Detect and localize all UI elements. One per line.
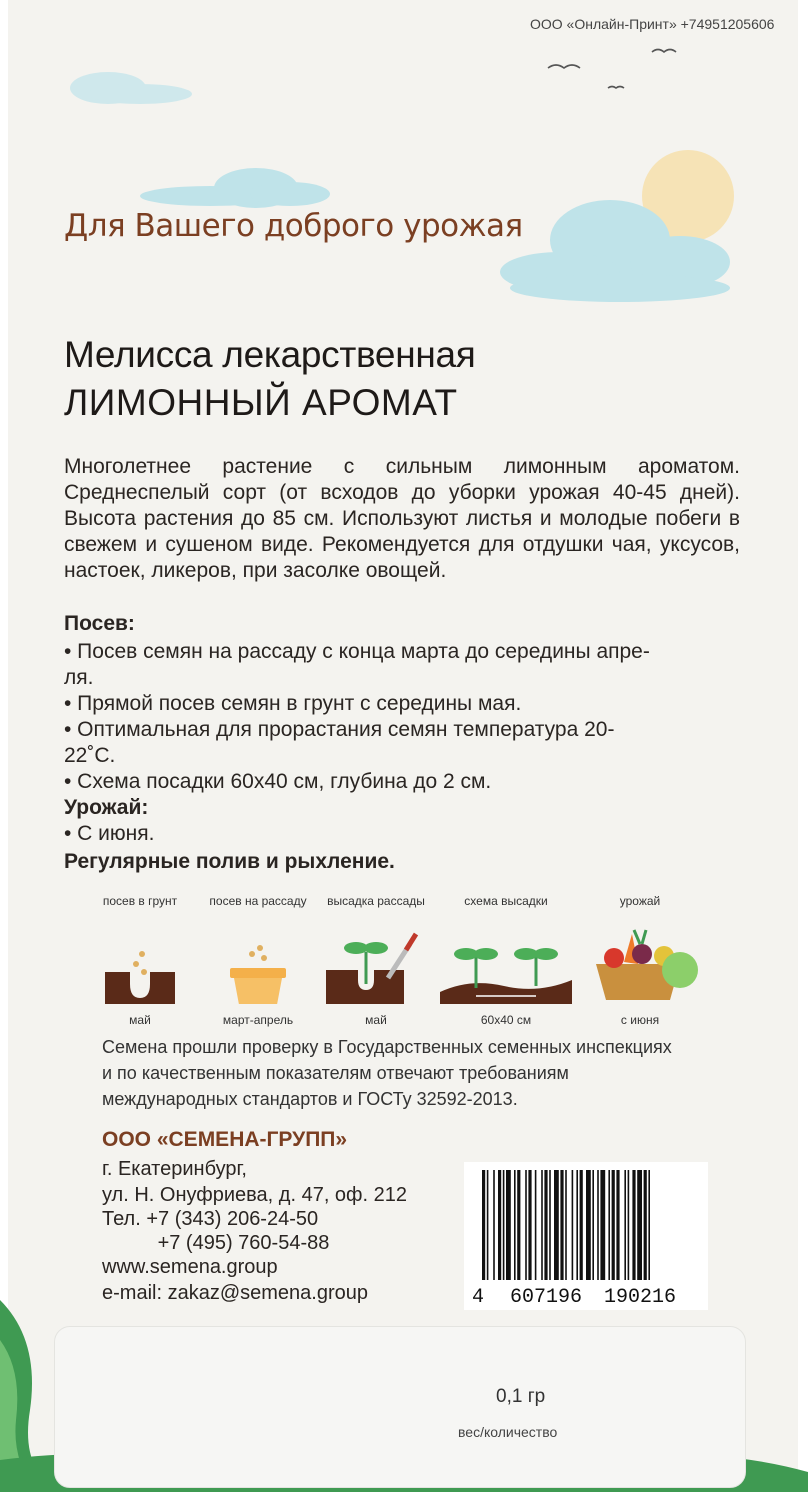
- barcode: [464, 1162, 708, 1310]
- email: e-mail: zakaz@semena.group: [102, 1282, 368, 1304]
- barcode-bar: [576, 1170, 578, 1280]
- barcode-bar: [628, 1170, 630, 1280]
- barcode-bar: [572, 1170, 574, 1280]
- icon-caption: схема высадки: [464, 894, 548, 908]
- cloud-icon: [140, 168, 330, 208]
- sowing-item: ля.: [64, 666, 94, 689]
- barcode-bar: [514, 1170, 516, 1280]
- sky-illustration: [0, 0, 808, 320]
- seedling-planting-icon: [316, 914, 436, 1004]
- slogan: Для Вашего доброго урожая: [64, 208, 523, 244]
- certification-line: и по качественным показателям отвечают требованиям: [102, 1063, 569, 1083]
- barcode-bar: [525, 1170, 527, 1280]
- icon-sub: с июня: [620, 1013, 660, 1027]
- barcode-bar: [544, 1170, 547, 1280]
- sowing-item: • Прямой посев семян в грунт с середины мая.: [64, 692, 522, 715]
- barcode-bar: [498, 1170, 501, 1280]
- certification-line: Семена прошли проверку в Государственных семенных инспекциях: [102, 1037, 672, 1057]
- barcode-bar: [592, 1170, 594, 1280]
- printer-info: ООО «Онлайн-Принт» +74951205606: [530, 16, 775, 32]
- barcode-bar: [554, 1170, 559, 1280]
- website: www.semena.group: [102, 1256, 278, 1278]
- vegetable-basket-icon: [580, 914, 700, 1004]
- barcode-number: 607196: [510, 1286, 583, 1309]
- barcode-bar: [528, 1170, 531, 1280]
- phone-line: Тел. +7 (343) 206-24-50: [102, 1208, 319, 1230]
- barcode-bar: [608, 1170, 610, 1280]
- package-weight-label: вес/количество: [458, 1424, 558, 1440]
- packet-edge: [0, 0, 8, 1492]
- certification-text: [102, 1034, 672, 1112]
- company-name: ООО «СЕМЕНА-ГРУПП»: [102, 1128, 348, 1151]
- product-title: Мелисса лекарственная: [64, 334, 476, 375]
- certification-line: международных стандартов и ГОСТу 32592-2013.: [102, 1089, 518, 1109]
- barcode-bar: [549, 1170, 551, 1280]
- barcode-bar: [637, 1170, 642, 1280]
- barcode-bar: [541, 1170, 543, 1280]
- barcode-bar: [586, 1170, 591, 1280]
- barcode-bar: [600, 1170, 605, 1280]
- cultivation-icons: [80, 894, 720, 1034]
- barcode-bar: [535, 1170, 537, 1280]
- sowing-item: • Оптимальная для прорастания семян температура 20-: [64, 718, 615, 741]
- sowing-item: 22˚С.: [64, 744, 116, 767]
- address-line: г. Екатеринбург,: [102, 1158, 247, 1180]
- address-line: ул. Н. Онуфриева, д. 47, оф. 212: [102, 1184, 407, 1206]
- barcode-bar: [487, 1170, 489, 1280]
- icon-planting-seedlings: [316, 894, 436, 1027]
- barcode-bar: [503, 1170, 505, 1280]
- barcode-bar: [624, 1170, 626, 1280]
- barcode-bar: [493, 1170, 495, 1280]
- birds-icon: [548, 50, 676, 89]
- icon-sowing-ground: [80, 894, 200, 1027]
- icon-sub: май: [129, 1013, 151, 1027]
- sowing-item: • Посев семян на рассаду с конца марта до середины апре-: [64, 640, 650, 663]
- phone-line: +7 (495) 760-54-88: [102, 1232, 330, 1254]
- product-variety: ЛИМОННЫЙ АРОМАТ: [64, 382, 458, 423]
- barcode-bar: [482, 1170, 485, 1280]
- packet-edge: [798, 0, 808, 1492]
- planting-scheme-icon: [436, 914, 576, 1004]
- icon-planting-scheme: [436, 894, 576, 1027]
- barcode-bar: [612, 1170, 615, 1280]
- barcode-number: 4: [472, 1286, 485, 1309]
- barcode-bars: [464, 1162, 708, 1310]
- weight-panel: [54, 1326, 746, 1488]
- cloud-icon: [70, 72, 192, 104]
- barcode-bar: [648, 1170, 650, 1280]
- icon-sub: март-апрель: [222, 1013, 294, 1027]
- barcode-bar: [580, 1170, 583, 1280]
- soil-seeds-icon: [80, 914, 200, 1004]
- icon-caption: посев на рассаду: [209, 894, 307, 908]
- sowing-heading: Посев:: [64, 612, 135, 635]
- barcode-bar: [506, 1170, 511, 1280]
- barcode-bar: [616, 1170, 619, 1280]
- barcode-bar: [644, 1170, 647, 1280]
- icon-caption: посев в грунт: [102, 894, 178, 908]
- product-description: Многолетнее растение с сильным лимонным ароматом. Среднеспелый сорт (от всходов до уборки урожая 40-45 дней). Высота растения до 85 см. Используют листья и молодые побеги в свежем и сушеном виде. Рекомендуется для отдушки чая, уксусов, настоек, ликеров, при засолке овощей.: [64, 455, 740, 582]
- icon-sub: май: [365, 1013, 387, 1027]
- icon-caption: высадка рассады: [327, 894, 425, 908]
- icon-harvest: [580, 894, 700, 1027]
- icon-sub: 60х40 см: [480, 1013, 532, 1027]
- barcode-bar: [560, 1170, 563, 1280]
- harvest-heading: Урожай:: [64, 796, 149, 819]
- sowing-item: • Схема посадки 60х40 см, глубина до 2 см.: [64, 770, 492, 793]
- barcode-bar: [565, 1170, 567, 1280]
- icon-sowing-seedlings: [198, 894, 318, 1027]
- barcode-bar: [632, 1170, 635, 1280]
- icon-caption: урожай: [619, 894, 661, 908]
- barcode-number: 190216: [604, 1286, 677, 1309]
- barcode-bar: [597, 1170, 599, 1280]
- care-note: Регулярные полив и рыхление.: [64, 850, 395, 873]
- package-weight: 0,1 гр: [496, 1386, 546, 1407]
- pot-seeds-icon: [198, 914, 318, 1004]
- harvest-item: • С июня.: [64, 822, 155, 845]
- barcode-bar: [517, 1170, 520, 1280]
